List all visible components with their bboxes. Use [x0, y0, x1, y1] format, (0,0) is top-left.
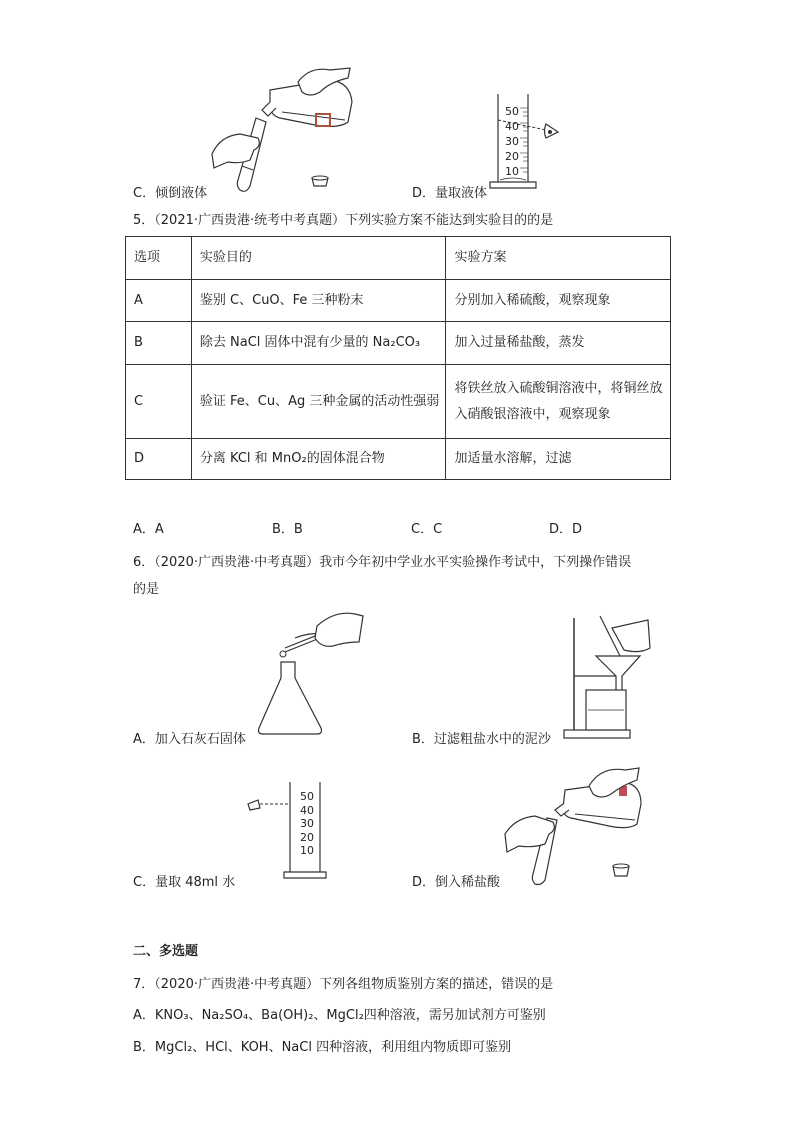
table-cell: 分离 KCl 和 MnO₂的固体混合物	[191, 439, 446, 480]
pouring-acid-figure	[505, 760, 655, 890]
q7-stem: 7．（2020·广西贵港·中考真题）下列各组物质鉴别方案的描述，错误的是	[133, 977, 554, 992]
q5-choice-a[interactable]: A．A	[133, 522, 164, 537]
table-cell: 分别加入稀硫酸，观察现象	[446, 280, 671, 322]
q6-cylinder-scale	[300, 790, 314, 858]
flask-tweezers-figure	[255, 608, 375, 738]
cyl-mark: 40	[300, 803, 314, 817]
q6-stem-line2: 的是	[133, 582, 160, 597]
cyl-mark: 50	[300, 790, 314, 803]
q5-choice-d[interactable]: D．D	[549, 522, 583, 537]
table-header-cell: 实验方案	[446, 237, 671, 280]
cyl-mark: 20	[505, 150, 519, 163]
table-row	[126, 322, 671, 365]
table-header-cell: 实验目的	[191, 237, 446, 280]
q6-option-d: D．倒入稀盐酸	[412, 875, 501, 890]
table-cell: D	[126, 439, 192, 480]
table-cell: 加入过量稀盐酸，蒸发	[446, 322, 671, 365]
pouring-liquid-figure	[210, 62, 360, 192]
q5-stem: 5．（2021·广西贵港·统考中考真题）下列实验方案不能达到实验目的的是	[133, 213, 554, 228]
cyl-mark: 40	[505, 120, 519, 133]
table-cell: 加适量水溶解，过滤	[446, 439, 671, 480]
table-cell: 将铁丝放入硫酸铜溶液中，将铜丝放入硝酸银溶液中，观察现象	[446, 365, 671, 439]
table-cell: 验证 Fe、Cu、Ag 三种金属的活动性强弱	[191, 365, 446, 439]
section-title: 二、多选题	[133, 944, 199, 959]
q7-option-a: A．KNO₃、Na₂SO₄、Ba(OH)₂、MgCl₂四种溶液，需另加试剂方可鉴别	[133, 1008, 546, 1023]
measuring-cylinder-figure	[488, 92, 588, 192]
table-cell: 除去 NaCl 固体中混有少量的 Na₂CO₃	[191, 322, 446, 365]
q6-option-a: A．加入石灰石固体	[133, 732, 246, 747]
table-cell: B	[126, 322, 192, 365]
table-cell: 鉴别 C、CuO、Fe 三种粉末	[191, 280, 446, 322]
table-header-row	[126, 237, 671, 280]
cyl-mark: 50	[505, 105, 519, 118]
q5-choice-c[interactable]: C．C	[411, 522, 443, 537]
q5-table	[125, 236, 671, 480]
cyl-mark: 20	[300, 830, 314, 844]
table-row	[126, 439, 671, 480]
cyl-mark: 10	[505, 165, 519, 178]
q4-option-c: C．倾倒液体	[133, 186, 208, 201]
cyl-mark: 10	[300, 844, 314, 857]
cyl-mark: 30	[505, 135, 519, 148]
q7-option-b: B．MgCl₂、HCl、KOH、NaCl 四种溶液，利用组内物质即可鉴别	[133, 1040, 512, 1055]
table-header-cell: 选项	[126, 237, 192, 280]
table-cell: A	[126, 280, 192, 322]
cylinder-reading-figure	[240, 780, 340, 885]
q6-option-b: B．过滤粗盐水中的泥沙	[412, 732, 551, 747]
q6-option-c: C．量取 48ml 水	[133, 875, 236, 890]
table-cell: C	[126, 365, 192, 439]
table-row	[126, 280, 671, 322]
q6-stem-line1: 6．（2020·广西贵港·中考真题）我市今年初中学业水平实验操作考试中，下列操作错误	[133, 555, 632, 570]
filtration-figure	[560, 610, 660, 745]
cyl-mark: 30	[300, 817, 314, 830]
q5-choice-b[interactable]: B．B	[272, 522, 303, 537]
q4-option-d: D．量取液体	[412, 186, 488, 201]
q4-cylinder-scale	[505, 104, 519, 179]
table-row	[126, 365, 671, 439]
